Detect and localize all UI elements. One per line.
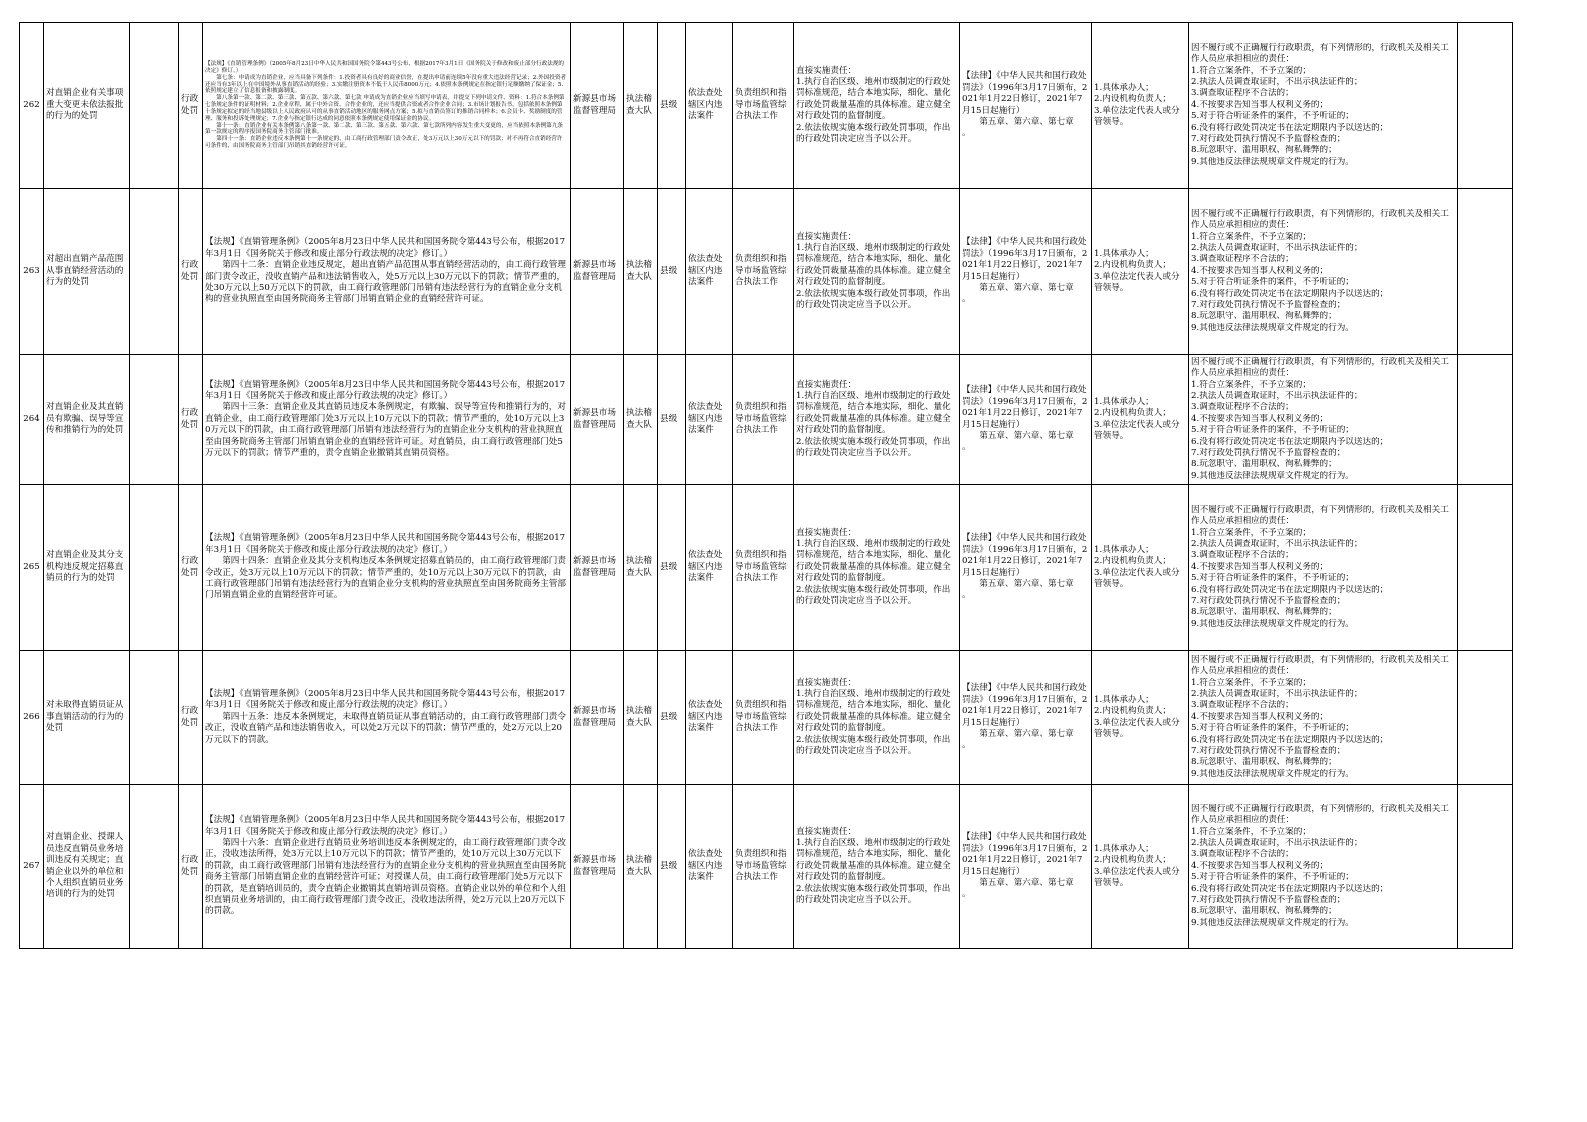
accountability-line: 3.调查取证程序不合法的； [1191, 700, 1294, 711]
accountability-line: 5.对于符合听证条件的案件，不予听证的； [1191, 872, 1354, 883]
item-number-cell [20, 189, 44, 355]
item-name: 对超出直销产品范围从事直销经营活动的行为的处罚 [46, 254, 124, 288]
legal-basis-paragraph: 【法规】《直销管理条例》（2005年8月23日中华人民共和国国务院令第443号公布，根据2017年3月1日《国务院关于修改和废止部分行政法规的决定》修订。） [205, 815, 566, 837]
duty-cell [733, 355, 794, 485]
responsibility-line: 2.依法依规实施本级行政处罚事项，作出的行政处罚决定应当予以公开。 [796, 436, 951, 458]
implementing-authority: 新源县市场监督管理局 [573, 855, 616, 877]
accountability-line: 1.符合立案条件，不予立案的； [1191, 379, 1311, 390]
accountability-line: 9.其他违反法律法规规章文件规定的行为。 [1191, 917, 1354, 928]
legal-basis-paragraph: 【法规】《直销管理条例》（2005年8月23日中华人民共和国国务院令第443号公布，根据2017年3月1日《国务院关于修改和废止部分行政法规的决定》修订。） [205, 61, 565, 75]
remarks-cell [1458, 651, 1513, 785]
accountability-line: 4.不按要求告知当事人权利义务的； [1191, 561, 1329, 572]
jurisdiction-scope: 依法查处辖区内违法案件 [688, 88, 723, 122]
sub-item-cell [130, 785, 179, 949]
accountability-line: 4.不按要求告知当事人权利义务的； [1191, 265, 1329, 276]
accountability-line: 2.执法人员调查取证时，不出示执法证件的； [1191, 391, 1363, 402]
implementing-unit: 执法稽查大队 [626, 706, 652, 728]
implementing-unit: 执法稽查大队 [626, 855, 652, 877]
exercise-level: 县级 [660, 561, 678, 572]
level-cell [658, 23, 686, 189]
item-number: 264 [23, 413, 40, 424]
item-name-cell [44, 485, 130, 651]
level-cell [658, 355, 686, 485]
responsibility-line: 直接实施责任： [796, 677, 857, 688]
legal-basis-paragraph: 【法规】《直销管理条例》（2005年8月23日中华人民共和国国务院令第443号公布，根据2017年3月1日《国务院关于修改和废止部分行政法规的决定》修订。） [205, 237, 566, 259]
table-row [20, 651, 1513, 785]
item-number: 266 [23, 711, 40, 722]
item-name: 对未取得直销员证从事直销活动的行为的处罚 [46, 700, 124, 734]
jurisdiction-scope: 依法查处辖区内违法案件 [688, 550, 723, 584]
responsible-subject-line: 3.单位法定代表人或分管领导。 [1094, 717, 1180, 739]
item-name-cell [44, 785, 130, 949]
remarks-cell [1458, 485, 1513, 651]
accountability-basis-line: 。 [962, 442, 971, 453]
accountability-line: 6.没有将行政处罚决定书在法定期限内予以送达的； [1191, 122, 1389, 133]
accountability-line: 因不履行或不正确履行行政职责，有下列情形的，行政机关及相关工作人员应承担相应的责任： [1191, 209, 1449, 231]
category-cell [179, 485, 203, 651]
accountability-line: 5.对于符合听证条件的案件，不予听证的； [1191, 425, 1354, 436]
duty-cell [733, 23, 794, 189]
accountability-basis-line: 第五章、第六章、第七章 [979, 430, 1074, 441]
implementing-authority: 新源县市场监督管理局 [573, 556, 616, 578]
implementing-unit: 执法稽查大队 [626, 94, 652, 116]
responsibility-line: 直接实施责任： [796, 65, 857, 76]
accountability-basis-line: 【法律】《中华人民共和国行政处罚法》（1996年3月17日颁布，2021年1月22日修订，2021年7月15日起施行） [962, 533, 1088, 578]
jurisdiction-scope: 依法查处辖区内违法案件 [688, 254, 723, 288]
sub-item-cell [130, 485, 179, 651]
legal-basis-cell [203, 355, 571, 485]
legal-basis-paragraph: 第四十四条：直销企业及其分支机构违反本条例规定招募直销员的，由工商行政管理部门责令改正，处3万元以上10万元以下的罚款；情节严重的，处10万元以上30万元以下的罚款，由工商行政管理部门吊销有违法经营行为的直销企业分支机构的营业执照直至由国务院商务主管部门吊销直销企业的直销经营许可证。 [205, 556, 566, 601]
authority-cell [571, 785, 624, 949]
accountability-line: 7.对行政处罚执行情况不予监督检查的； [1191, 133, 1346, 144]
accountability-line: 8.玩忽职守、滥用职权、徇私舞弊的； [1191, 311, 1337, 322]
responsibility-line: 直接实施责任： [796, 826, 857, 837]
accountability-line: 9.其他违反法律法规规章文件规定的行为。 [1191, 470, 1354, 481]
accountability-basis-cell [960, 189, 1092, 355]
legal-basis-cell [203, 485, 571, 651]
responsible-subject-line: 1.具体承办人； [1094, 82, 1154, 93]
item-category: 行政处罚 [181, 260, 199, 282]
legal-basis-paragraph: 第四十三条：直销企业及其直销员违反本条例规定，有欺骗、误导等宣传和推销行为的，对直销企业，由工商行政管理部门处3万元以上10万元以下的罚款；情节严重的，处10万元以上30万元以下的罚款，由工商行政管理部门吊销有违法经营行为的直销企业分支机构的营业执照直至由国务院商务主管部门吊销直销企业的直销经营许可证。对直销员，由工商行政管理部门处5万元以下的罚款；情节严重的，责令直销企业撤销其直销员资格。 [205, 402, 566, 458]
responsible-subject-line: 2.内设机构负责人； [1094, 260, 1171, 271]
responsibility-line: 2.依法依规实施本级行政处罚事项，作出的行政处罚决定应当予以公开。 [796, 122, 951, 144]
accountability-line: 因不履行或不正确履行行政职责，有下列情形的，行政机关及相关工作人员应承担相应的责任： [1191, 43, 1449, 65]
implementing-unit: 执法稽查大队 [626, 408, 652, 430]
legal-basis-paragraph: 第四十一条：直销企业违反本条例第十一条规定的，由工商行政管理部门责令改正，处3万元以上30万元以下的罚款；对不再符合直销经营许可条件的，由国务院商务主管部门吊销其直销经营许可证。 [205, 136, 563, 149]
accountability-line: 3.调查取证程序不合法的； [1191, 254, 1294, 265]
responsibility-line: 直接实施责任： [796, 527, 857, 538]
accountability-basis-line: 【法律】《中华人民共和国行政处罚法》（1996年3月17日颁布，2021年1月22日修订，2021年7月15日起施行） [962, 683, 1088, 728]
duty-cell [733, 189, 794, 355]
item-number: 262 [23, 99, 40, 110]
implementing-authority: 新源县市场监督管理局 [573, 706, 616, 728]
responsibility-line: 2.依法依规实施本级行政处罚事项，作出的行政处罚决定应当予以公开。 [796, 883, 951, 905]
exercise-level: 县级 [660, 711, 678, 722]
accountability-line: 2.执法人员调查取证时，不出示执法证件的； [1191, 77, 1363, 88]
accountability-line: 因不履行或不正确履行行政职责，有下列情形的，行政机关及相关工作人员应承担相应的责任： [1191, 505, 1449, 527]
accountability-basis-cell [960, 485, 1092, 651]
category-cell [179, 651, 203, 785]
accountability-basis-line: 【法律】《中华人民共和国行政处罚法》（1996年3月17日颁布，2021年1月22日修订，2021年7月15日起施行） [962, 385, 1088, 430]
responsible-subject-line: 1.具体承办人； [1094, 843, 1154, 854]
accountability-line: 9.其他违反法律法规规章文件规定的行为。 [1191, 768, 1354, 779]
item-number-cell [20, 355, 44, 485]
responsibility-cell [794, 23, 960, 189]
accountability-cell [1189, 23, 1458, 189]
accountability-line: 1.符合立案条件，不予立案的； [1191, 231, 1311, 242]
legal-basis-paragraph: 第八条第一款、第二款、第三款、第五款、第六款、第七款 申请成为直销企业应当填写申请表，并提交下列申请文件、资料：1.符合本条例第七条规定条件的证明材料；2.企业章程，属于中外合资、合作企业的，还应当提供合资或者合作企业合同；3.市场计划报告书，包括依照本条例第十条规定拟定的经当地县级以上人民政府认可的从事直销活动地区的服务网点方案；5.拟与直销员签订的推销合同样本；6.会员卡、奖励制度的管理、服务和投诉处理规定；7.企业与指定银行达成的同意依照本条例规定使用保证金的协议。 [205, 95, 565, 122]
jurisdiction-scope: 依法查处辖区内违法案件 [688, 849, 723, 883]
scope-cell [686, 189, 733, 355]
item-number-cell [20, 651, 44, 785]
responsibility-line: 直接实施责任： [796, 231, 857, 242]
accountability-basis-line: 。 [962, 128, 971, 139]
authority-cell [571, 355, 624, 485]
item-name: 对直销企业及其直销员有欺骗、误导等宣传和推销行为的处罚 [46, 402, 124, 436]
responsible-subject-line: 3.单位法定代表人或分管领导。 [1094, 419, 1180, 441]
accountability-line: 1.符合立案条件，不予立案的； [1191, 65, 1311, 76]
accountability-line: 6.没有将行政处罚决定书在法定期限内予以送达的； [1191, 734, 1389, 745]
implementing-authority: 新源县市场监督管理局 [573, 260, 616, 282]
responsibility-line: 2.依法依规实施本级行政处罚事项，作出的行政处罚决定应当予以公开。 [796, 734, 951, 756]
responsible-subject-line: 1.具体承办人； [1094, 694, 1154, 705]
accountability-line: 7.对行政处罚执行情况不予监督检查的； [1191, 447, 1346, 458]
legal-basis-paragraph: 第七条：申请成为直销企业，应当具备下列条件：1.投资者具有良好的商业信誉，在提出申请前连续5年没有重大违法经营记录；2.外国投资者还应当有3年以上在中国境外从事直销活动的经验；3.实缴注册资本不低于人民币8000万元；4.依照本条例规定在指定银行足额缴纳了保证金；5.依照规定建立了信息报备和披露制度。 [205, 74, 567, 95]
table-row [20, 355, 1513, 485]
accountability-line: 9.其他违反法律法规规章文件规定的行为。 [1191, 322, 1354, 333]
accountability-basis-line: 第五章、第六章、第七章 [979, 116, 1074, 127]
responsible-subjects-cell [1092, 485, 1189, 651]
exercise-level: 县级 [660, 860, 678, 871]
responsibility-line: 1.执行自治区级、地州市级制定的行政处罚标准规范，结合本地实际，细化、量化行政处罚裁量基准的具体标准。建立健全对行政处罚的监督制度。 [796, 689, 951, 734]
scope-cell [686, 785, 733, 949]
unit-cell [624, 23, 658, 189]
accountability-line: 因不履行或不正确履行行政职责，有下列情形的，行政机关及相关工作人员应承担相应的责任： [1191, 804, 1449, 826]
accountability-basis-line: 第五章、第六章、第七章 [979, 728, 1074, 739]
item-name-cell [44, 651, 130, 785]
accountability-basis-line: 。 [962, 294, 971, 305]
accountability-line: 1.符合立案条件，不予立案的； [1191, 826, 1311, 837]
accountability-line: 7.对行政处罚执行情况不予监督检查的； [1191, 745, 1346, 756]
responsible-subjects-cell [1092, 189, 1189, 355]
item-number-cell [20, 485, 44, 651]
remarks-cell [1458, 23, 1513, 189]
implementing-unit: 执法稽查大队 [626, 556, 652, 578]
accountability-line: 2.执法人员调查取证时，不出示执法证件的； [1191, 539, 1363, 550]
accountability-basis-cell [960, 355, 1092, 485]
responsibility-cell [794, 785, 960, 949]
responsible-subject-line: 3.单位法定代表人或分管领导。 [1094, 866, 1180, 888]
responsible-subjects-cell [1092, 785, 1189, 949]
item-category: 行政处罚 [181, 855, 199, 877]
accountability-line: 7.对行政处罚执行情况不予监督检查的； [1191, 894, 1346, 905]
unit-cell [624, 651, 658, 785]
scope-cell [686, 355, 733, 485]
accountability-basis-cell [960, 651, 1092, 785]
accountability-basis-cell [960, 23, 1092, 189]
accountability-line: 9.其他违反法律法规规章文件规定的行为。 [1191, 156, 1354, 167]
legal-basis-paragraph: 【法规】《直销管理条例》（2005年8月23日中华人民共和国国务院令第443号公布，根据2017年3月1日《国务院关于修改和废止部分行政法规的决定》修订。） [205, 689, 566, 711]
department-duty: 负责组织和指导市场监管综合执法工作 [735, 254, 787, 288]
table-row [20, 785, 1513, 949]
accountability-line: 8.玩忽职守、滥用职权、徇私舞弊的； [1191, 757, 1337, 768]
level-cell [658, 651, 686, 785]
accountability-line: 5.对于符合听证条件的案件，不予听证的； [1191, 111, 1354, 122]
accountability-line: 3.调查取证程序不合法的； [1191, 849, 1294, 860]
responsible-subjects-cell [1092, 651, 1189, 785]
table-row [20, 189, 1513, 355]
accountability-basis-line: 。 [962, 740, 971, 751]
accountability-line: 7.对行政处罚执行情况不予监督检查的； [1191, 299, 1346, 310]
item-name-cell [44, 189, 130, 355]
responsible-subject-line: 3.单位法定代表人或分管领导。 [1094, 271, 1180, 293]
responsibility-cell [794, 651, 960, 785]
item-category: 行政处罚 [181, 556, 199, 578]
responsibility-line: 1.执行自治区级、地州市级制定的行政处罚标准规范，结合本地实际，细化、量化行政处罚裁量基准的具体标准。建立健全对行政处罚的监督制度。 [796, 77, 951, 122]
accountability-line: 6.没有将行政处罚决定书在法定期限内予以送达的； [1191, 584, 1389, 595]
responsibility-cell [794, 355, 960, 485]
accountability-line: 9.其他违反法律法规规章文件规定的行为。 [1191, 618, 1354, 629]
authority-cell [571, 651, 624, 785]
accountability-basis-line: 第五章、第六章、第七章 [979, 877, 1074, 888]
level-cell [658, 785, 686, 949]
item-number-cell [20, 785, 44, 949]
accountability-line: 8.玩忽职守、滥用职权、徇私舞弊的； [1191, 145, 1337, 156]
sub-item-cell [130, 651, 179, 785]
accountability-cell [1189, 651, 1458, 785]
responsibility-cell [794, 189, 960, 355]
unit-cell [624, 785, 658, 949]
department-duty: 负责组织和指导市场监管综合执法工作 [735, 402, 787, 436]
item-category: 行政处罚 [181, 94, 199, 116]
item-number: 267 [23, 860, 40, 871]
scope-cell [686, 23, 733, 189]
accountability-basis-line: 【法律】《中华人民共和国行政处罚法》（1996年3月17日颁布，2021年1月22日修订，2021年7月15日起施行） [962, 71, 1088, 116]
responsibility-line: 2.依法依规实施本级行政处罚事项，作出的行政处罚决定应当予以公开。 [796, 288, 951, 310]
responsible-subject-line: 1.具体承办人； [1094, 248, 1154, 259]
item-category: 行政处罚 [181, 706, 199, 728]
accountability-cell [1189, 485, 1458, 651]
exercise-level: 县级 [660, 413, 678, 424]
responsible-subjects-cell [1092, 355, 1189, 485]
responsibility-line: 1.执行自治区级、地州市级制定的行政处罚标准规范，结合本地实际，细化、量化行政处罚裁量基准的具体标准。建立健全对行政处罚的监督制度。 [796, 243, 951, 288]
exercise-level: 县级 [660, 265, 678, 276]
responsibility-cell [794, 485, 960, 651]
power-list-table [19, 22, 1513, 949]
duty-cell [733, 485, 794, 651]
implementing-authority: 新源县市场监督管理局 [573, 408, 616, 430]
table-row [20, 23, 1513, 189]
item-name-cell [44, 23, 130, 189]
accountability-line: 4.不按要求告知当事人权利义务的； [1191, 860, 1329, 871]
accountability-line: 4.不按要求告知当事人权利义务的； [1191, 413, 1329, 424]
accountability-line: 3.调查取证程序不合法的； [1191, 88, 1294, 99]
sub-item-cell [130, 23, 179, 189]
accountability-line: 3.调查取证程序不合法的； [1191, 550, 1294, 561]
remarks-cell [1458, 785, 1513, 949]
accountability-line: 2.执法人员调查取证时，不出示执法证件的； [1191, 838, 1363, 849]
authority-cell [571, 485, 624, 651]
category-cell [179, 785, 203, 949]
authority-cell [571, 189, 624, 355]
accountability-line: 2.执法人员调查取证时，不出示执法证件的； [1191, 243, 1363, 254]
legal-basis-cell [203, 651, 571, 785]
department-duty: 负责组织和指导市场监管综合执法工作 [735, 849, 787, 883]
responsible-subject-line: 2.内设机构负责人； [1094, 556, 1171, 567]
legal-basis-cell [203, 189, 571, 355]
accountability-basis-line: 【法律】《中华人民共和国行政处罚法》（1996年3月17日颁布，2021年1月22日修订，2021年7月15日起施行） [962, 237, 1088, 282]
implementing-authority: 新源县市场监督管理局 [573, 94, 616, 116]
accountability-line: 5.对于符合听证条件的案件，不予听证的； [1191, 277, 1354, 288]
legal-basis-cell [203, 785, 571, 949]
responsible-subjects-cell [1092, 23, 1189, 189]
table-body [20, 23, 1513, 949]
responsible-subject-line: 2.内设机构负责人； [1094, 706, 1171, 717]
implementing-unit: 执法稽查大队 [626, 260, 652, 282]
accountability-line: 5.对于符合听证条件的案件，不予听证的； [1191, 723, 1354, 734]
duty-cell [733, 651, 794, 785]
category-cell [179, 23, 203, 189]
scope-cell [686, 485, 733, 651]
accountability-line: 8.玩忽职守、滥用职权、徇私舞弊的； [1191, 607, 1337, 618]
table-row [20, 485, 1513, 651]
responsibility-line: 1.执行自治区级、地州市级制定的行政处罚标准规范，结合本地实际，细化、量化行政处罚裁量基准的具体标准。建立健全对行政处罚的监督制度。 [796, 539, 951, 584]
sub-item-cell [130, 189, 179, 355]
item-name: 对直销企业、授课人员违反直销员业务培训违反有关规定；直销企业以外的单位和个人组织直销员业务培训的行为的处罚 [46, 832, 124, 900]
accountability-line: 4.不按要求告知当事人权利义务的； [1191, 711, 1329, 722]
accountability-line: 1.符合立案条件，不予立案的； [1191, 677, 1311, 688]
legal-basis-paragraph: 第四十五条：违反本条例规定，未取得直销员证从事直销活动的，由工商行政管理部门责令改正，没收直销产品和违法销售收入，可以处2万元以下的罚款；情节严重的，处2万元以上20万元以下的罚款。 [205, 711, 566, 745]
accountability-line: 5.对于符合听证条件的案件，不予听证的； [1191, 573, 1354, 584]
accountability-basis-line: 【法律】《中华人民共和国行政处罚法》（1996年3月17日颁布，2021年1月22日修订，2021年7月15日起施行） [962, 832, 1088, 877]
accountability-cell [1189, 785, 1458, 949]
accountability-line: 8.玩忽职守、滥用职权、徇私舞弊的； [1191, 906, 1337, 917]
legal-basis-paragraph: 第四十二条：直销企业违反规定，超出直销产品范围从事直销经营活动的，由工商行政管理部门责令改正，没收直销产品和违法销售收入，处5万元以上30万元以下的罚款；情节严重的，处30万元以上50万元以下的罚款，由工商行政管理部门吊销有违法经营行为的直销企业分支机构的营业执照直至由国务院商务主管部门吊销直销企业的直销经营许可证。 [205, 260, 566, 305]
accountability-line: 6.没有将行政处罚决定书在法定期限内予以送达的； [1191, 883, 1389, 894]
category-cell [179, 189, 203, 355]
responsible-subject-line: 2.内设机构负责人； [1094, 408, 1171, 419]
accountability-line: 7.对行政处罚执行情况不予监督检查的； [1191, 595, 1346, 606]
accountability-line: 4.不按要求告知当事人权利义务的； [1191, 99, 1329, 110]
legal-basis-paragraph: 第四十六条：直销企业进行直销员业务培训违反本条例规定的，由工商行政管理部门责令改正，没收违法所得，处3万元以上10万元以下的罚款；情节严重的，处10万元以上30万元以下的罚款，由工商行政管理部门吊销有违法经营行为的直销企业分支机构的营业执照直至由国务院商务主管部门吊销直销企业的直销经营许可证；对授课人员，由工商行政管理部门处5万元以下的罚款，是直销培训员的，责令直销企业撤销其直销培训员资格。直销企业以外的单位和个人组织直销员业务培训的，由工商行政管理部门责令改正，没收违法所得，处2万元以上20万元以下的罚款。 [205, 838, 566, 917]
exercise-level: 县级 [660, 99, 678, 110]
accountability-basis-line: 第五章、第六章、第七章 [979, 578, 1074, 589]
item-name: 对直销企业及其分支机构违反规定招募直销员的行为的处罚 [46, 550, 124, 584]
department-duty: 负责组织和指导市场监管综合执法工作 [735, 700, 787, 734]
responsibility-line: 2.依法依规实施本级行政处罚事项，作出的行政处罚决定应当予以公开。 [796, 584, 951, 606]
accountability-line: 6.没有将行政处罚决定书在法定期限内予以送达的； [1191, 288, 1389, 299]
legal-basis-cell [203, 23, 571, 189]
unit-cell [624, 189, 658, 355]
accountability-cell [1189, 355, 1458, 485]
responsible-subject-line: 1.具体承办人； [1094, 396, 1154, 407]
legal-basis-paragraph: 第十一条：直销企业有关本条例第八条第一款、第二款、第三款、第五款、第六款、第七款所列内容发生重大变更的，应当依照本条例第九条第一款规定的程序报国务院商务主管部门批准。 [205, 122, 564, 136]
item-number-cell [20, 23, 44, 189]
responsibility-line: 直接实施责任： [796, 379, 857, 390]
responsible-subject-line: 1.具体承办人； [1094, 544, 1154, 555]
scope-cell [686, 651, 733, 785]
accountability-basis-line: 。 [962, 889, 971, 900]
responsibility-line: 1.执行自治区级、地州市级制定的行政处罚标准规范，结合本地实际，细化、量化行政处罚裁量基准的具体标准。建立健全对行政处罚的监督制度。 [796, 838, 951, 883]
accountability-line: 因不履行或不正确履行行政职责，有下列情形的，行政机关及相关工作人员应承担相应的责任： [1191, 357, 1449, 379]
duty-cell [733, 785, 794, 949]
department-duty: 负责组织和指导市场监管综合执法工作 [735, 88, 787, 122]
unit-cell [624, 355, 658, 485]
unit-cell [624, 485, 658, 651]
accountability-line: 2.执法人员调查取证时，不出示执法证件的； [1191, 689, 1363, 700]
sub-item-cell [130, 355, 179, 485]
remarks-cell [1458, 189, 1513, 355]
level-cell [658, 189, 686, 355]
accountability-basis-line: 第五章、第六章、第七章 [979, 282, 1074, 293]
legal-basis-paragraph: 【法规】《直销管理条例》（2005年8月23日中华人民共和国国务院令第443号公布，根据2017年3月1日《国务院关于修改和废止部分行政法规的决定》修订。） [205, 533, 566, 555]
remarks-cell [1458, 355, 1513, 485]
item-category: 行政处罚 [181, 408, 199, 430]
accountability-basis-line: 。 [962, 590, 971, 601]
jurisdiction-scope: 依法查处辖区内违法案件 [688, 402, 723, 436]
accountability-line: 8.玩忽职守、滥用职权、徇私舞弊的； [1191, 459, 1337, 470]
accountability-cell [1189, 189, 1458, 355]
department-duty: 负责组织和指导市场监管综合执法工作 [735, 550, 787, 584]
item-number: 263 [23, 265, 40, 276]
item-number: 265 [23, 561, 40, 572]
accountability-line: 1.符合立案条件，不予立案的； [1191, 527, 1311, 538]
responsible-subject-line: 3.单位法定代表人或分管领导。 [1094, 105, 1180, 127]
legal-basis-paragraph: 【法规】《直销管理条例》（2005年8月23日中华人民共和国国务院令第443号公布，根据2017年3月1日《国务院关于修改和废止部分行政法规的决定》修订。） [205, 379, 566, 402]
level-cell [658, 485, 686, 651]
accountability-line: 6.没有将行政处罚决定书在法定期限内予以送达的； [1191, 436, 1389, 447]
item-name: 对直销企业有关事项重大变更未依法报批的行为的处罚 [46, 88, 124, 122]
accountability-basis-cell [960, 785, 1092, 949]
accountability-line: 3.调查取证程序不合法的； [1191, 402, 1294, 413]
accountability-line: 因不履行或不正确履行行政职责，有下列情形的，行政机关及相关工作人员应承担相应的责任： [1191, 655, 1449, 677]
jurisdiction-scope: 依法查处辖区内违法案件 [688, 700, 723, 734]
responsible-subject-line: 3.单位法定代表人或分管领导。 [1094, 567, 1180, 589]
category-cell [179, 355, 203, 485]
responsible-subject-line: 2.内设机构负责人； [1094, 94, 1171, 105]
responsibility-line: 1.执行自治区级、地州市级制定的行政处罚标准规范，结合本地实际，细化、量化行政处罚裁量基准的具体标准。建立健全对行政处罚的监督制度。 [796, 391, 951, 436]
item-name-cell [44, 355, 130, 485]
authority-cell [571, 23, 624, 189]
responsible-subject-line: 2.内设机构负责人； [1094, 855, 1171, 866]
